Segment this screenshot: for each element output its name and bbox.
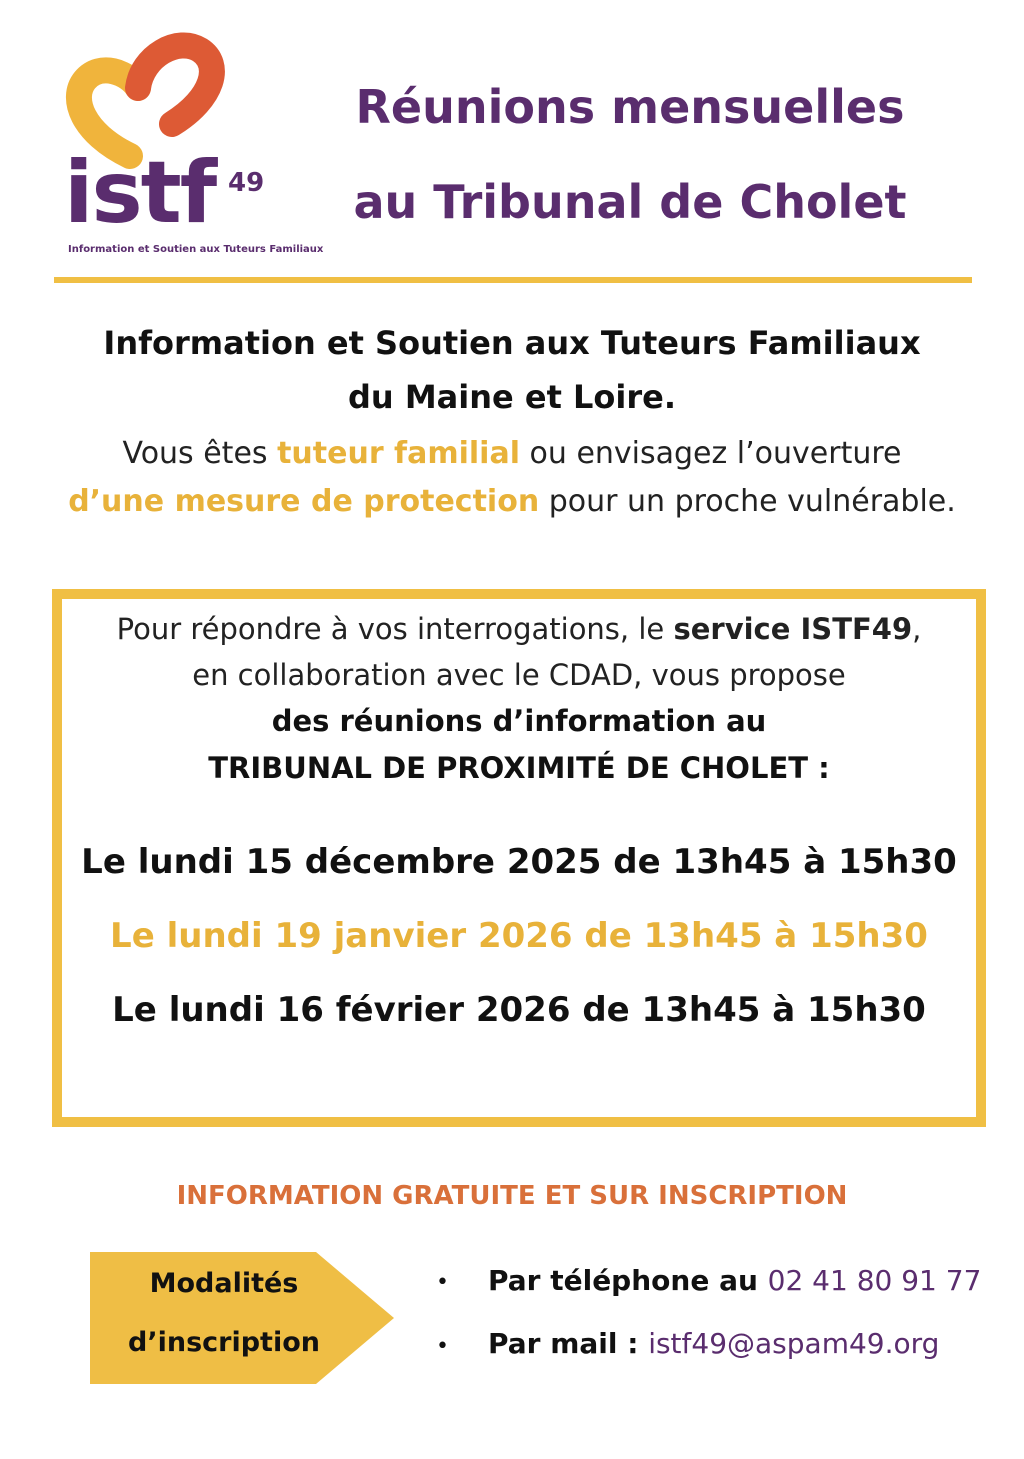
intro-heading-line-1: Information et Soutien aux Tuteurs Familiaux (103, 324, 921, 362)
desc-highlight: tuteur familial (277, 436, 520, 471)
box-text: , (912, 612, 922, 646)
bullet-icon: • (436, 1270, 449, 1295)
intro-description-line-2 (0, 484, 1024, 519)
logo-wordmark: istf (64, 143, 216, 243)
registration-badge-line-2: d’inscription (128, 1327, 320, 1358)
divider (54, 277, 972, 283)
mail-contact (488, 1327, 939, 1360)
phone-number-link[interactable]: 02 41 80 91 77 (767, 1264, 982, 1297)
meeting-date-2: Le lundi 19 janvier 2026 de 13h45 à 15h30 (110, 916, 928, 956)
info-banner: INFORMATION GRATUITE ET SUR INSCRIPTION (176, 1181, 848, 1211)
box-line-4: TRIBUNAL DE PROXIMITÉ DE CHOLET : (208, 751, 830, 785)
desc-text: pour un proche vulnérable. (539, 484, 956, 519)
box-text: Pour répondre à vos interrogations, le (116, 612, 674, 646)
logo-superscript: 49 (228, 168, 265, 198)
service-name: service ISTF49 (673, 612, 913, 646)
meeting-date-3: Le lundi 16 février 2026 de 13h45 à 15h30 (112, 990, 926, 1030)
page-title-line-1: Réunions mensuelles (355, 80, 905, 134)
box-line-3: des réunions d’information au (271, 704, 767, 738)
registration-badge-line-1: Modalités (149, 1268, 299, 1299)
intro-heading-line-2: du Maine et Loire. (348, 378, 676, 416)
intro-description-line-1 (0, 436, 1024, 471)
phone-contact (488, 1264, 981, 1297)
box-line-1 (52, 612, 986, 646)
logo-tagline: Information et Soutien aux Tuteurs Familiaux (68, 244, 324, 255)
page-title-line-2: au Tribunal de Cholet (353, 175, 907, 229)
email-link[interactable]: istf49@aspam49.org (648, 1327, 940, 1360)
phone-label: Par téléphone au (488, 1264, 768, 1297)
desc-text: ou envisagez l’ouverture (520, 436, 902, 471)
box-line-2: en collaboration avec le CDAD, vous propose (192, 658, 846, 692)
desc-text: Vous êtes (122, 436, 278, 471)
mail-label: Par mail : (488, 1327, 649, 1360)
bullet-icon: • (436, 1334, 449, 1359)
desc-highlight: d’une mesure de protection (68, 484, 540, 519)
meeting-date-1: Le lundi 15 décembre 2025 de 13h45 à 15h30 (81, 842, 957, 882)
